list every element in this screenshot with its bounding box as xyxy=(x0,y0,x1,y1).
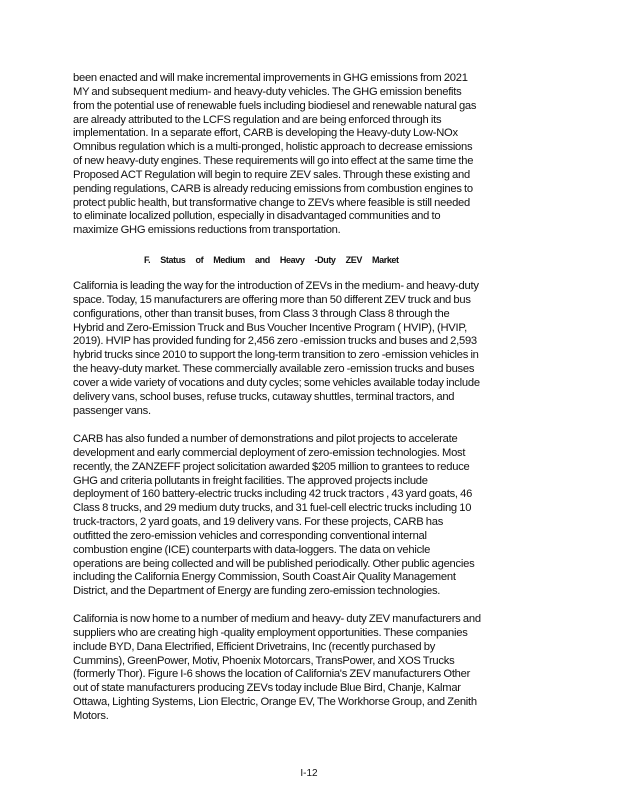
text-line: development and early commercial deployment of zero-emission technologies. Most xyxy=(73,446,466,459)
text-line: configurations, other than transit buses, from Class 3 through Class 8 through the xyxy=(73,307,450,320)
paragraph-ghg-regulations xyxy=(73,72,551,238)
text-line: truck-tractors, 2 yard goats, and 19 delivery vans. For these projects, CARB has xyxy=(73,516,444,529)
text-line: deployment of 160 battery-electric trucks including 42 truck tractors , 43 yard goats, 46 xyxy=(73,488,473,501)
text-line: recently, the ZANZEFF project solicitation awarded $205 million to grantees to reduce xyxy=(73,460,470,473)
text-line: maximize GHG emissions reductions from transportation. xyxy=(73,224,341,237)
text-line: Ottawa, Lighting Systems, Lion Electric, Orange EV, The Workhorse Group, and Zenith xyxy=(73,696,477,709)
text-line: 2019). HVIP has provided funding for 2,456 zero -emission trucks and buses and 2,593 xyxy=(73,335,477,348)
text-line: delivery vans, school buses, refuse trucks, cutaway shuttles, terminal tractors, and xyxy=(73,390,455,403)
text-line: from the potential use of renewable fuels including biodiesel and renewable natural gas xyxy=(73,99,477,112)
text-line: combustion engine (ICE) counterparts with data-loggers. The data on vehicle xyxy=(73,543,431,556)
paragraph-carb-funding xyxy=(73,433,551,599)
text-line: cover a wide variety of vocations and duty cycles; some vehicles available today include xyxy=(73,376,480,389)
paragraph-zev-leadership xyxy=(73,280,551,418)
text-line: Motors. xyxy=(73,709,109,722)
text-line: been enacted and will make incremental improvements in GHG emissions from 2021 xyxy=(73,72,468,84)
text-line: out of state manufacturers producing ZEVs today include Blue Bird, Chanje, Kalmar xyxy=(73,682,461,695)
text-line: protect public health, but transformative change to ZEVs where feasible is still needed xyxy=(73,196,470,209)
text-line: of new heavy-duty engines. These requirements will go into effect at the same time the xyxy=(73,155,474,168)
text-line: CARB has also funded a number of demonstrations and pilot projects to accelerate xyxy=(73,433,458,445)
text-line: outfitted the zero-emission vehicles and corresponding conventional internal xyxy=(73,529,427,542)
text-line: Proposed ACT Regulation will begin to require ZEV sales. Through these existing and xyxy=(73,168,470,181)
text-line: including the California Energy Commission, South Coast Air Quality Management xyxy=(73,571,456,584)
text-line: Class 8 trucks, and 29 medium duty trucks, and 31 fuel-cell electric trucks including 10 xyxy=(73,502,472,515)
text-line: Omnibus regulation which is a multi-pronged, holistic approach to decrease emissions xyxy=(73,141,473,154)
text-line: Hybrid and Zero-Emission Truck and Bus Voucher Incentive Program ( HVIP), (HVIP, xyxy=(73,321,467,334)
text-line: California is now home to a number of medium and heavy- duty ZEV manufacturers and xyxy=(73,613,481,625)
section-heading: F. Status of Medium and Heavy -Duty ZEV Market xyxy=(144,255,399,265)
text-line: MY and subsequent medium- and heavy-duty vehicles. The GHG emission benefits xyxy=(73,85,462,98)
text-line: to eliminate localized pollution, especially in disadvantaged communities and to xyxy=(73,210,441,223)
paragraph-zev-manufacturers xyxy=(73,613,551,724)
text-line: hybrid trucks since 2010 to support the long-term transition to zero -emission vehicles in xyxy=(73,349,479,362)
text-line: (formerly Thor). Figure I-6 shows the location of California's ZEV manufacturers Other xyxy=(73,668,471,681)
text-line: GHG and criteria pollutants in freight facilities. The approved projects include xyxy=(73,474,428,487)
text-line: passenger vans. xyxy=(73,404,151,417)
text-line: space. Today, 15 manufacturers are offering more than 50 different ZEV truck and bus xyxy=(73,293,471,306)
page-number: I-12 xyxy=(300,768,318,779)
text-line: implementation. In a separate effort, CARB is developing the Heavy-duty Low-NOx xyxy=(73,127,458,140)
text-line: suppliers who are creating high -quality employment opportunities. These companies xyxy=(73,626,468,639)
text-line: California is leading the way for the introduction of ZEVs in the medium- and heavy-duty xyxy=(73,280,479,292)
text-line: are already attributed to the LCFS regulation and are being enforced through its xyxy=(73,113,442,126)
text-line: include BYD, Dana Electrified, Efficient Drivetrains, Inc (recently purchased by xyxy=(73,640,436,653)
text-line: Cummins), GreenPower, Motiv, Phoenix Motorcars, TransPower, and XOS Trucks xyxy=(73,654,455,667)
text-line: the heavy-duty market. These commercially available zero -emission trucks and buses xyxy=(73,363,475,376)
text-line: District, and the Department of Energy are funding zero-emission technologies. xyxy=(73,585,441,598)
text-line: operations are being collected and will be published periodically. Other public agencies xyxy=(73,557,475,570)
text-line: pending regulations, CARB is already reducing emissions from combustion engines to xyxy=(73,182,473,195)
